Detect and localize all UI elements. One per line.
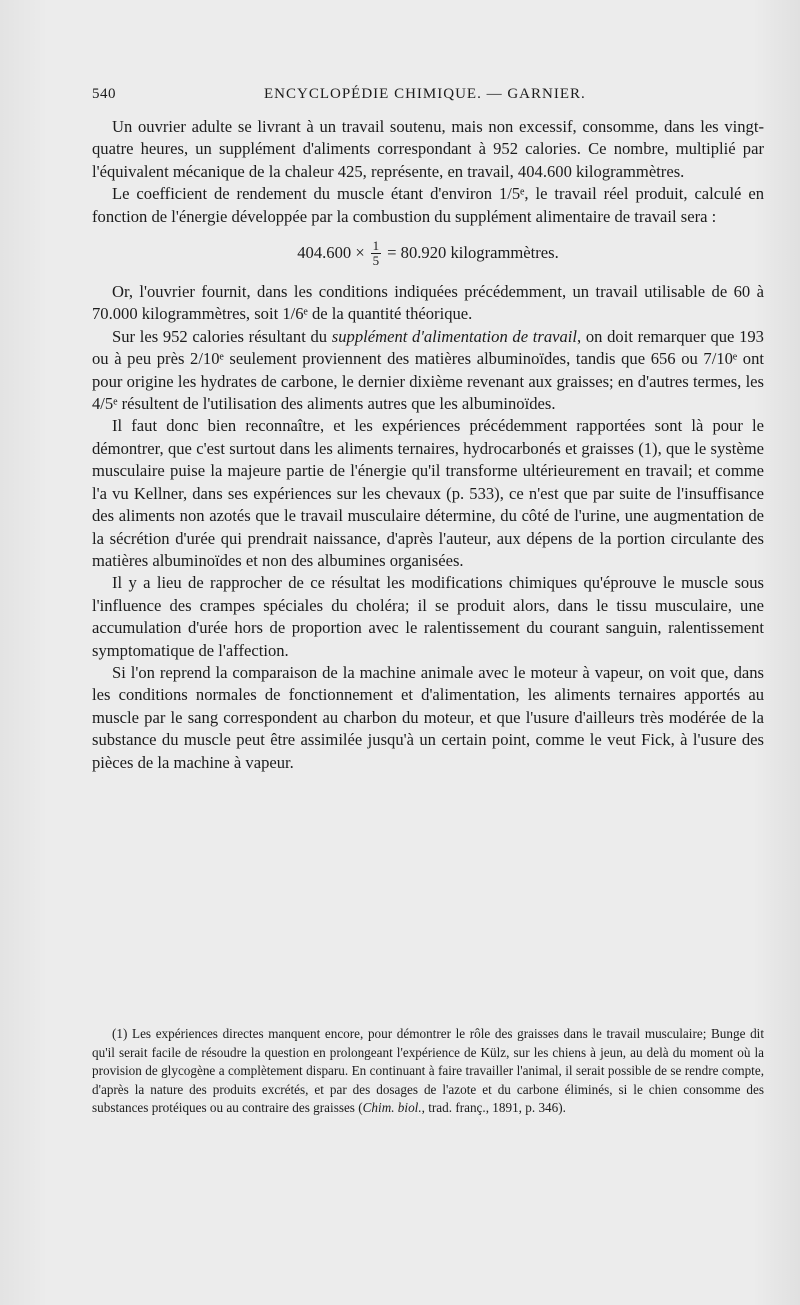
formula-left: 404.600 ×	[297, 242, 365, 262]
formula-right: = 80.920 kilogrammètres.	[387, 242, 559, 262]
paragraph-4-end: , on doit remarquer que 193 ou à peu près 2/10ᵉ seulement proviennent des matières albuminoïdes, tandis que 656 ou 7/10ᵉ ont pour origine les hydrates de carbone, le dernier dixième revenant aux graisses; en d'autres termes, les 4/5ᵉ résultent de l'utilisation des aliments autres que les albuminoïdes.	[92, 326, 764, 414]
footnote-1-start: (1) Les expériences directes manquent encore, pour démontrer le rôle des graisses dans le travail musculaire; Bunge dit qu'il serait facile de résoudre la question en prolongeant l'expérience de Külz, sur les chiens à jeun, au delà du moment où la provision de glycogène a complètement disparu. En continuant à faire travailler l'animal, il serait possible de se rendre compte, d'après la nature des produits excrétés, et par des dosages de l'azote et du carbone éliminés, si le chien consomme des substances protéiques ou au contraire des graisses (	[92, 1026, 764, 1116]
running-head	[92, 86, 764, 110]
formula	[92, 231, 764, 275]
paragraph-4-start: Sur les 952 calories résultant du	[112, 326, 332, 346]
footnote-1-citation: Chim. biol.	[362, 1100, 422, 1116]
page-number: 540	[92, 86, 116, 102]
paragraph-4	[92, 326, 764, 416]
paragraph-7: Si l'on reprend la comparaison de la machine animale avec le moteur à vapeur, on voit que, dans les conditions normales de fonctionnement et d'alimentation, les aliments ternaires apportés au muscle par le sang correspondent au charbon du moteur, et que l'usure d'ailleurs très modérée de la substance du muscle peut être assimilée jusqu'à un certain point, comme le veut Fick, à l'usure des pièces de la machine à vapeur.	[92, 662, 764, 772]
paragraph-2: Le coefficient de rendement du muscle étant d'environ 1/5ᵉ, le travail réel produit, calculé en fonction de l'énergie développée par la combustion du supplément alimentaire de travail sera :	[92, 184, 764, 226]
paragraph-4-italic: supplément d'alimentation de travail	[331, 326, 578, 346]
formula-denominator: 5	[372, 252, 380, 268]
paragraph-5: Il faut donc bien reconnaître, et les expériences précédemment rapportées sont là pour le démontrer, que c'est surtout dans les aliments ternaires, hydrocarbonés et graisses (1), que le système musculaire puise la majeure partie de l'énergie qu'il transforme ultérieurement en travail; et comme l'a vu Kellner, dans ses expériences sur les chevaux (p. 533), ce n'est que par suite de l'insuffisance des aliments non azotés que le travail musculaire détermine, du côté de l'urine, une augmentation de la sécrétion d'urée qui prendrait naissance, d'après l'auteur, aux dépens de la portion circulante des matières albuminoïdes et non des albumines organisées.	[92, 416, 764, 570]
formula-numerator: 1	[372, 237, 380, 253]
running-title: ENCYCLOPÉDIE CHIMIQUE. — GARNIER.	[264, 86, 586, 102]
paragraph-3: Or, l'ouvrier fournit, dans les conditions indiquées précédemment, un travail utilisable de 60 à 70.000 kilogrammètres, soit 1/6ᵉ de la quantité théorique.	[92, 282, 764, 324]
body-text	[92, 116, 764, 774]
formula-fraction	[371, 239, 382, 268]
footnote-1	[92, 1025, 764, 1118]
paragraph-6: Il y a lieu de rapprocher de ce résultat les modifications chimiques qu'éprouve le muscle sous l'influence des crampes spéciales du choléra; il se produit alors, dans le tissu musculaire, une accumulation d'urée hors de proportion avec le ralentissement du courant sanguin, ralentissement symptomatique de l'affection.	[92, 573, 764, 660]
paragraph-1: Un ouvrier adulte se livrant à un travail soutenu, mais non excessif, consomme, dans les vingt-quatre heures, un supplément d'aliments correspondant à 952 calories. Ce nombre, multiplié par l'équivalent mécanique de la chaleur 425, représente, en travail, 404.600 kilogrammètres.	[92, 117, 764, 181]
footnotes	[92, 1025, 764, 1118]
footnote-1-end: , trad. franç., 1891, p. 346).	[421, 1100, 566, 1116]
